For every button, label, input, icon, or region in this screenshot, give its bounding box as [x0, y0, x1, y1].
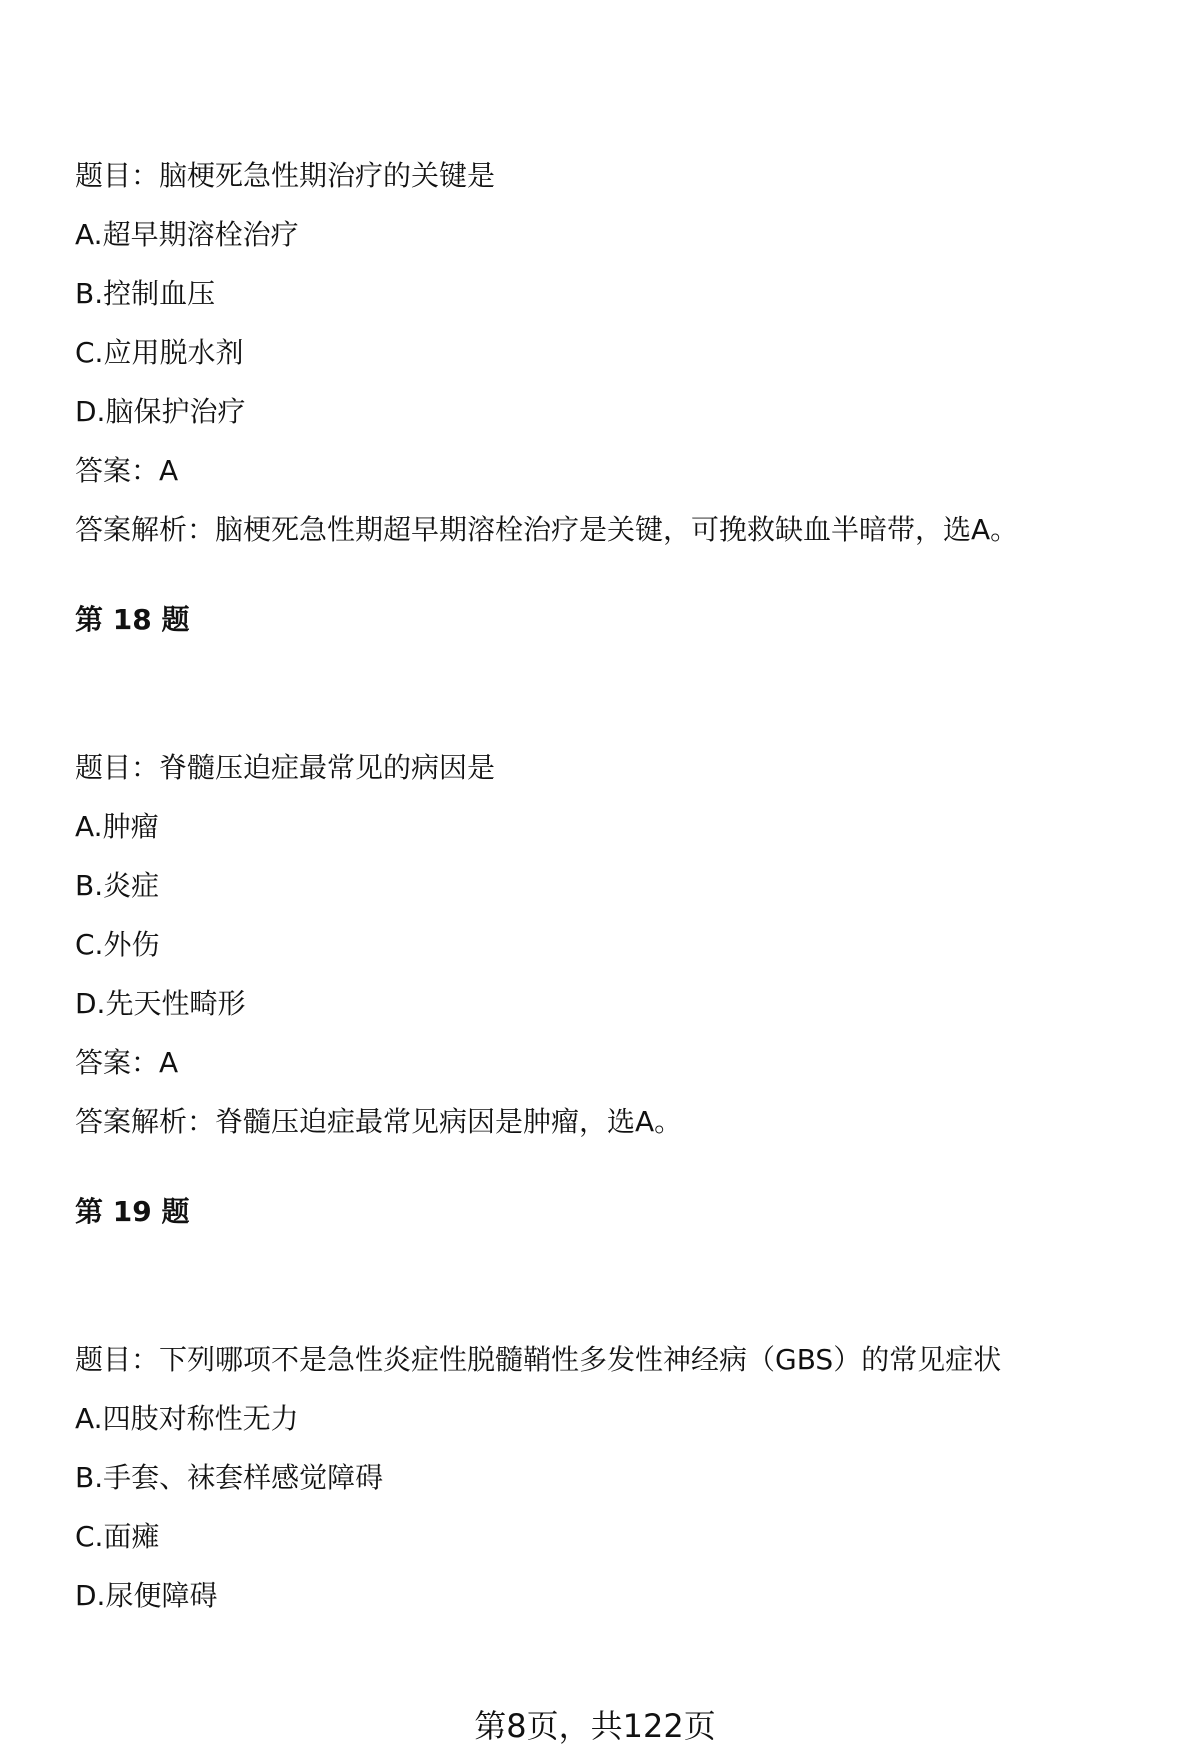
question-18-answer: 答案：A — [75, 1046, 179, 1079]
question-17-answer: 答案：A — [75, 454, 179, 487]
page-number-footer: 第8页，共122页 — [474, 1707, 716, 1745]
question-17-option-a: A.超早期溶栓治疗 — [75, 218, 299, 251]
question-17-option-b: B.控制血压 — [75, 277, 216, 310]
question-19-option-c: C.面瘫 — [75, 1520, 160, 1553]
question-18-option-b: B.炎症 — [75, 869, 160, 902]
question-17-text: 题目：脑梗死急性期治疗的关键是 — [75, 159, 496, 192]
question-17-option-c: C.应用脱水剂 — [75, 336, 244, 369]
question-19-option-b: B.手套、袜套样感觉障碍 — [75, 1461, 384, 1494]
question-19-text: 题目：下列哪项不是急性炎症性脱髓鞘性多发性神经病（GBS）的常见症状 — [75, 1343, 1002, 1376]
question-19-option-d: D.尿便障碍 — [75, 1579, 218, 1612]
question-18-text: 题目：脊髓压迫症最常见的病因是 — [75, 751, 496, 784]
question-18-option-a: A.肿瘤 — [75, 810, 159, 843]
question-18-explanation: 答案解析：脊髓压迫症最常见病因是肿瘤，选A。 — [75, 1105, 683, 1138]
question-18-option-c: C.外伤 — [75, 928, 160, 961]
question-19-option-a: A.四肢对称性无力 — [75, 1402, 299, 1435]
question-18-heading: 第 18 题 — [75, 603, 190, 636]
question-17-explanation: 答案解析：脑梗死急性期超早期溶栓治疗是关键，可挽救缺血半暗带，选A。 — [75, 513, 1019, 546]
question-18-option-d: D.先天性畸形 — [75, 987, 246, 1020]
question-19-heading: 第 19 题 — [75, 1195, 190, 1228]
question-17-option-d: D.脑保护治疗 — [75, 395, 246, 428]
